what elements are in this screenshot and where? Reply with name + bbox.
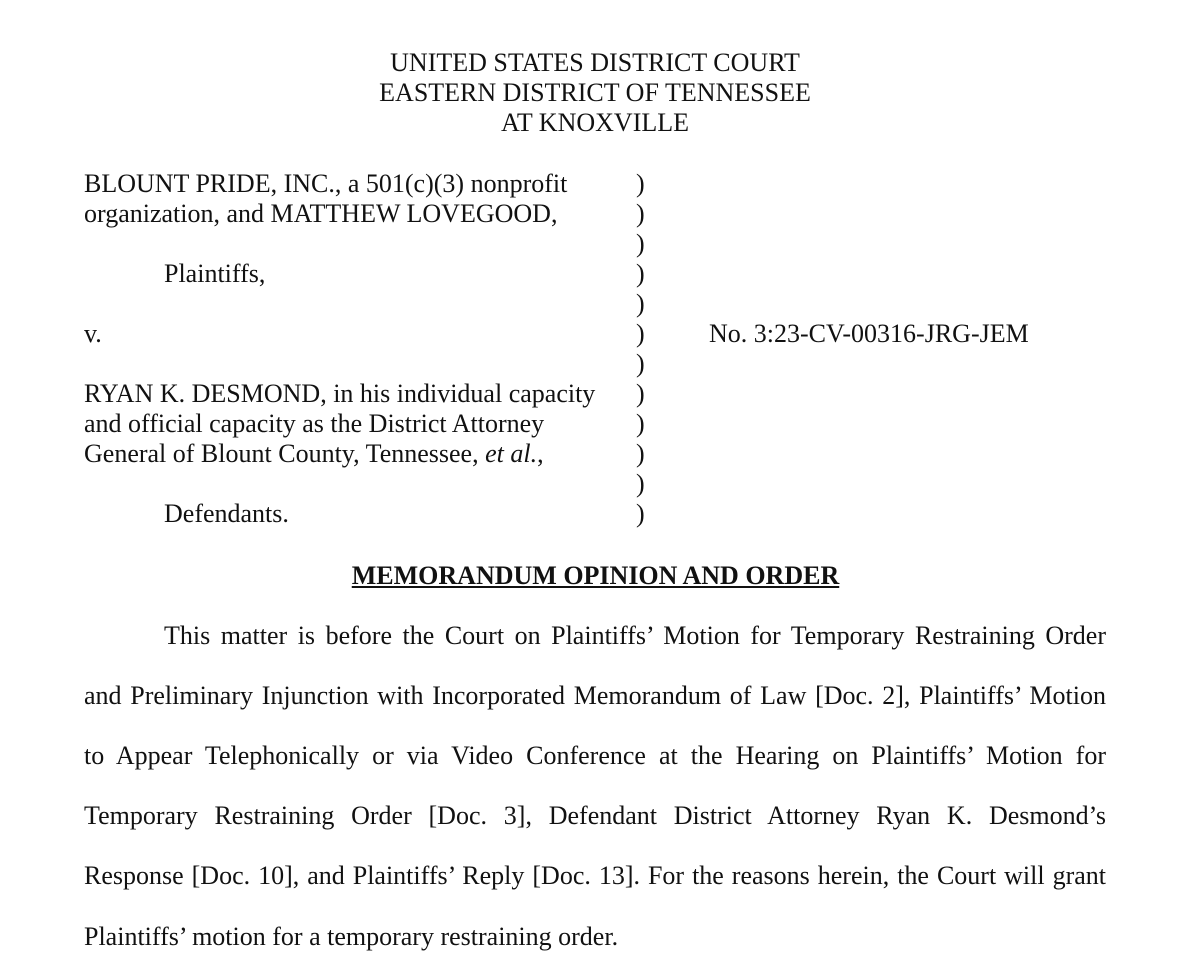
caption-parentheses xyxy=(636,169,645,529)
body-line-4: Temporary Restraining Order [Doc. 3], Defendant District Attorney Ryan K. Desmond’s xyxy=(84,801,1106,830)
body-line-6: Plaintiffs’ motion for a temporary restraining order. xyxy=(84,922,619,951)
paren: ) xyxy=(636,259,645,288)
defendants-line-3-text: General of Blount County, Tennessee, xyxy=(84,439,486,468)
plaintiffs-line-1: BLOUNT PRIDE, INC., a 501(c)(3) nonprofit xyxy=(84,169,568,198)
defendants-line-2: and official capacity as the District Attorney xyxy=(84,409,545,438)
paren: ) xyxy=(636,469,645,498)
case-number: No. 3:23-CV-00316-JRG-JEM xyxy=(709,319,1029,348)
paren: ) xyxy=(636,379,645,408)
body-line-1: This matter is before the Court on Plaintiffs’ Motion for Temporary Restraining Order xyxy=(164,621,1106,650)
paren: ) xyxy=(636,319,645,348)
paren: ) xyxy=(636,409,645,438)
defendants-line-1: RYAN K. DESMOND, in his individual capacity xyxy=(84,379,596,408)
defendants-role: Defendants. xyxy=(164,499,289,528)
paren: ) xyxy=(636,289,645,318)
paren: ) xyxy=(636,499,645,528)
court-district: EASTERN DISTRICT OF TENNESSEE xyxy=(379,78,811,107)
et-al: et al. xyxy=(485,439,538,468)
body-line-2: and Preliminary Injunction with Incorporated Memorandum of Law [Doc. 2], Plaintiffs’ Motion xyxy=(84,681,1106,710)
versus: v. xyxy=(84,319,102,348)
body-line-3: to Appear Telephonically or via Video Conference at the Hearing on Plaintiffs’ Motion for xyxy=(84,741,1106,770)
body-line-5: Response [Doc. 10], and Plaintiffs’ Reply [Doc. 13]. For the reasons herein, the Court will grant xyxy=(84,861,1106,890)
defendants-line-3-comma: , xyxy=(537,439,544,468)
paren: ) xyxy=(636,439,645,468)
memo-title: MEMORANDUM OPINION AND ORDER xyxy=(351,561,840,590)
paren: ) xyxy=(636,199,645,228)
plaintiffs-line-2: organization, and MATTHEW LOVEGOOD, xyxy=(84,199,558,228)
court-header xyxy=(0,48,1190,138)
plaintiffs-role: Plaintiffs, xyxy=(164,259,266,288)
court-name: UNITED STATES DISTRICT COURT xyxy=(390,48,800,77)
paren: ) xyxy=(636,229,645,258)
paren: ) xyxy=(636,169,645,198)
court-division: AT KNOXVILLE xyxy=(501,108,689,137)
paren: ) xyxy=(636,349,645,378)
defendants-line-3 xyxy=(84,439,544,469)
